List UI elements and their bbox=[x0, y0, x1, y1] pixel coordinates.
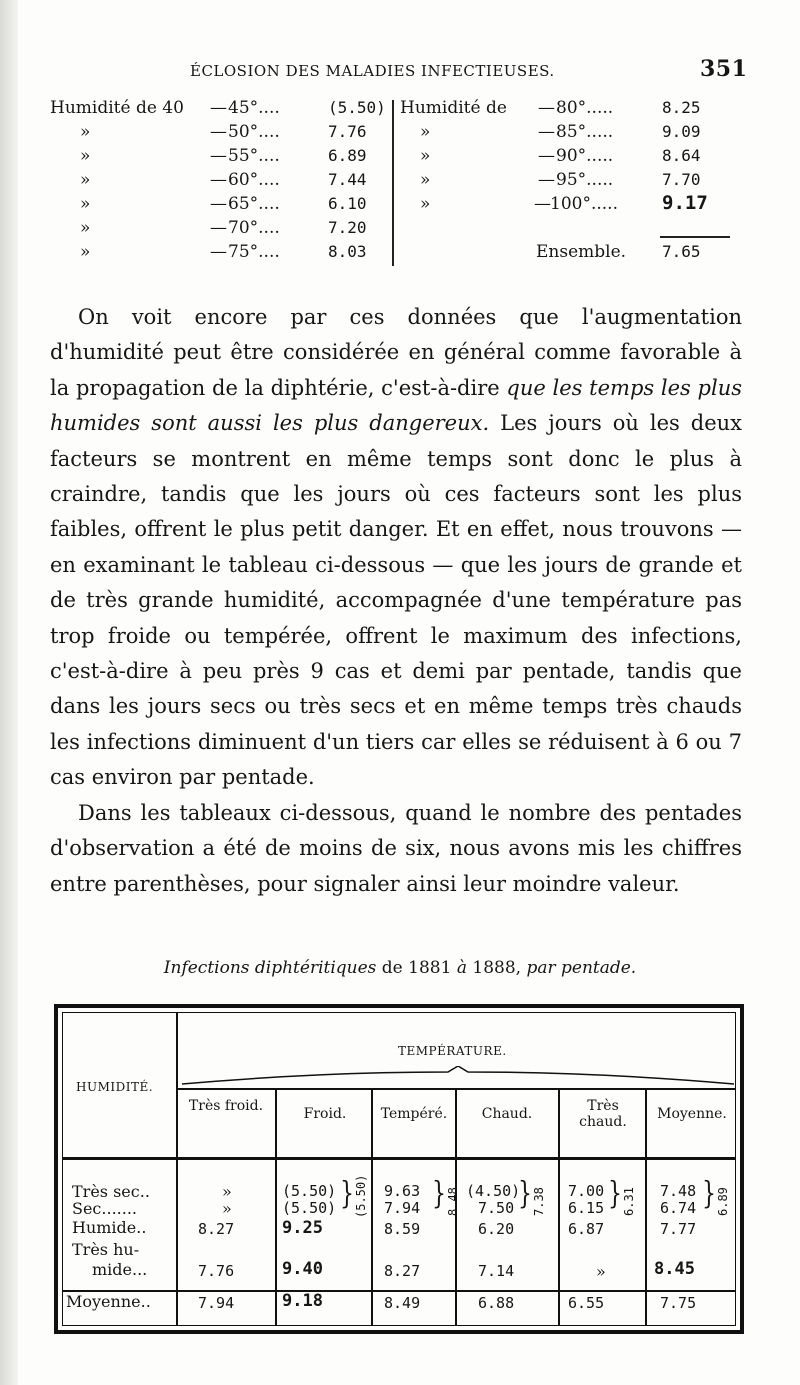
combined-value: 8.48 bbox=[446, 1187, 460, 1216]
row-label: Humide.. bbox=[72, 1218, 147, 1237]
table-cell: 7.50 bbox=[478, 1199, 515, 1217]
table-cell: 9.25 bbox=[282, 1218, 323, 1238]
paragraph: On voit encore par ces données que l'augmentation d'humidité peut être considérée en général comme favorable à la propagation de la diphtérie, c'est-à-dire que les temps les plus humides sont aussi les plus dangereux. Les jours où les deux facteurs se montrent en même temps sont donc le plus à craindre, tandis que les jours où ces facteurs sont les plus faibles, offrent le plus petit danger. Et en effet, nous trouvons — en examinant le tableau ci-dessous — que les jours de grande et de très grande humidité, accompagnée d'une température pas trop froide ou tempérée, offrent le maximum des infections, c'est-à-dire à peu près 9 cas et demi par pentade, tandis que dans les jours secs ou très secs et en même temps très chauds les infections diminuent d'un tiers car elles se réduisent à 6 ou 7 cas environ par pentade. bbox=[50, 305, 743, 790]
table-cell: 8.59 bbox=[384, 1220, 421, 1238]
table-cell: » bbox=[222, 1199, 232, 1218]
table-cell: 7.00 bbox=[568, 1182, 605, 1200]
table-caption: Infections diphtéritiques de 1881 à 1888, par pentade. bbox=[163, 958, 637, 978]
scan-edge bbox=[0, 0, 18, 1385]
col-header: Moyenne. bbox=[657, 1106, 727, 1122]
running-title: ÉCLOSION DES MALADIES INFECTIEUSES. bbox=[190, 62, 555, 80]
table-cell: 6.15 bbox=[568, 1199, 605, 1217]
col-header: Tempéré. bbox=[380, 1106, 448, 1122]
col-header: Froid. bbox=[303, 1106, 347, 1122]
combined-value: (5.50) bbox=[354, 1174, 368, 1218]
table-cell: (5.50) bbox=[282, 1182, 337, 1200]
table-cell: 6.55 bbox=[568, 1294, 605, 1312]
table-cell: 8.27 bbox=[384, 1262, 421, 1280]
table-cell: 8.27 bbox=[198, 1220, 235, 1238]
row-label: Très sec.. bbox=[72, 1182, 150, 1201]
row-label: Moyenne.. bbox=[66, 1292, 151, 1311]
table-cell: 6.20 bbox=[478, 1220, 515, 1238]
table-hline bbox=[62, 1290, 736, 1292]
table-cell: 9.40 bbox=[282, 1259, 323, 1279]
table-cell: » bbox=[222, 1182, 232, 1201]
group-header: TEMPÉRATURE. bbox=[398, 1044, 507, 1058]
combined-value: 7.38 bbox=[532, 1187, 546, 1216]
table-cell: 7.14 bbox=[478, 1262, 515, 1280]
row-label: mide... bbox=[92, 1260, 148, 1279]
table-cell: 6.74 bbox=[660, 1199, 697, 1217]
col-header: Chaud. bbox=[481, 1106, 533, 1122]
brace: } bbox=[518, 1176, 532, 1212]
page-header bbox=[0, 56, 800, 90]
table-cell: 8.49 bbox=[384, 1294, 421, 1312]
table-cell: 9.63 bbox=[384, 1182, 421, 1200]
table-cell: 6.88 bbox=[478, 1294, 515, 1312]
table-cell: (4.50) bbox=[466, 1182, 521, 1200]
table-cell: 7.77 bbox=[660, 1220, 697, 1238]
header-brace bbox=[180, 1066, 736, 1088]
table-cell: » bbox=[596, 1262, 606, 1281]
body-text bbox=[50, 300, 742, 902]
row-label: Très hu- bbox=[72, 1240, 140, 1259]
brace: } bbox=[702, 1176, 716, 1212]
sum-rule bbox=[660, 236, 730, 238]
table-cell: 8.45 bbox=[654, 1259, 695, 1279]
col-header: Très froid. bbox=[188, 1098, 264, 1114]
brace: } bbox=[432, 1176, 446, 1212]
col-header: Très chaud. bbox=[579, 1098, 627, 1130]
table-cell: 6.87 bbox=[568, 1220, 605, 1238]
table-hline bbox=[62, 1157, 736, 1160]
table-cell: 9.18 bbox=[282, 1291, 323, 1311]
paragraph: Dans les tableaux ci-dessous, quand le nombre des pentades d'observation a été de moins de six, nous avons mis les chiffres entre parenthèses, pour signaler ainsi leur moindre valeur. bbox=[50, 800, 742, 896]
brace: } bbox=[340, 1176, 354, 1212]
humidity-data-block: Humidité de 40 — 45°.... (5.50) » — 50°.... 7.76 » — 55°.... 6.89 » — 60°.... 7.44 » — 65°.... 6.10 » — 70°.... 7.20 » — 75°.... 8.03 Humidité de — 80°..... 8.25 » — 85°..... 9.09 » — 90°..... 8.64 » — 95°..... 7.70 » — 100°..... 9.17 Ensemble. 7.65 bbox=[50, 98, 750, 278]
row-label: Sec....... bbox=[72, 1199, 137, 1218]
table-cell: 7.94 bbox=[384, 1199, 421, 1217]
table-hline bbox=[176, 1088, 736, 1090]
table-cell: (5.50) bbox=[282, 1199, 337, 1217]
page-number: 351 bbox=[700, 56, 748, 82]
combined-value: 6.89 bbox=[716, 1187, 730, 1216]
row-header: HUMIDITÉ. bbox=[76, 1080, 154, 1094]
table-cell: 7.48 bbox=[660, 1182, 697, 1200]
table-cell: 7.75 bbox=[660, 1294, 697, 1312]
table-cell: 7.76 bbox=[198, 1262, 235, 1280]
table-cell: 7.94 bbox=[198, 1294, 235, 1312]
column-separator bbox=[392, 100, 394, 266]
brace: } bbox=[608, 1176, 622, 1212]
table-vline bbox=[176, 1013, 178, 1326]
combined-value: 6.31 bbox=[622, 1187, 636, 1216]
